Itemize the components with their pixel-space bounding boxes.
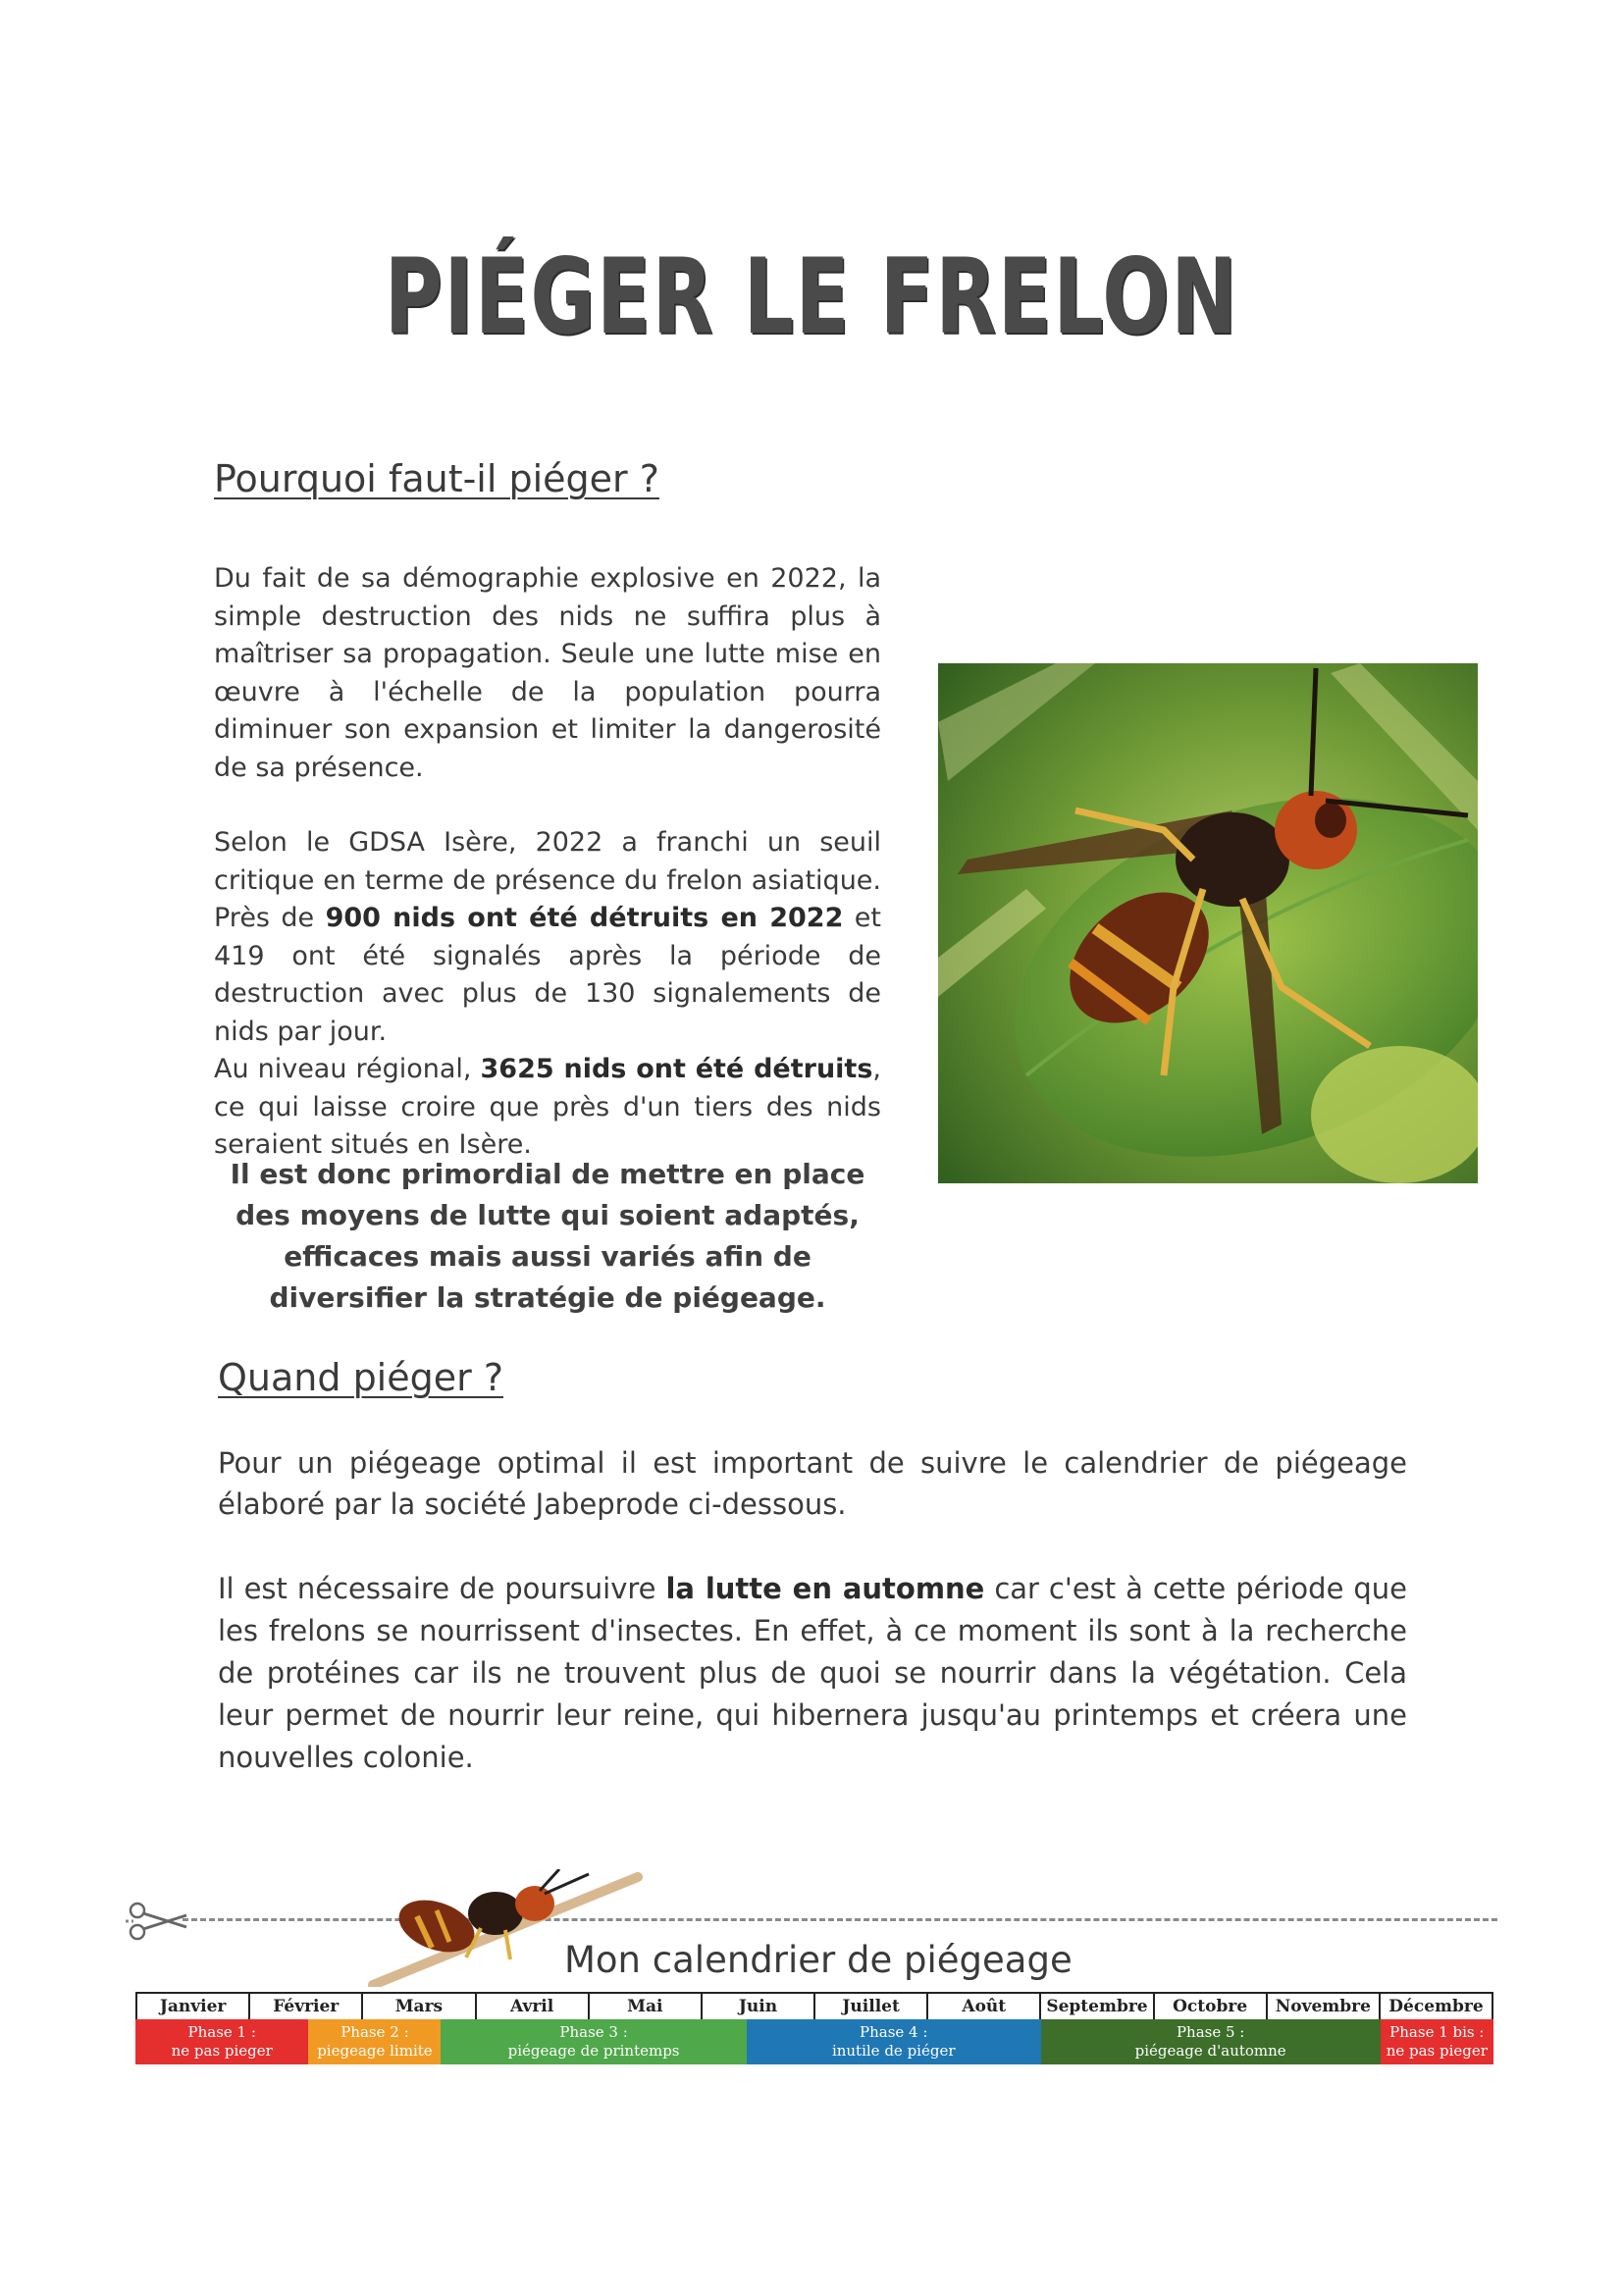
phase-description: piégeage d'automne [1134, 2042, 1286, 2060]
month-cell: Février [248, 1994, 361, 2019]
month-cell: Juillet [813, 1994, 926, 2019]
phase-bar [1041, 2019, 1381, 2064]
phase-label: Phase 4 : [860, 2023, 928, 2041]
phase-label: Phase 1 : [187, 2023, 256, 2041]
paragraph-demography: Du fait de sa démographie explosive en 2022, la simple destruction des nids ne suffira plus à maîtriser sa propagation. Seule une lutte mise en œuvre à l'échelle de la population pourra diminuer son expansion et limiter la dangerosité de sa présence. [214, 563, 881, 783]
phase-bar [308, 2019, 441, 2064]
month-cell: Mars [361, 1994, 474, 2019]
callout-line: Il est donc primordial de mettre en place [230, 1158, 865, 1190]
phase-label: Phase 2 : [340, 2023, 409, 2041]
section-heading-when: Quand piéger ? [218, 1356, 503, 1399]
highlight-3625-nests: 3625 nids ont été détruits [480, 1054, 873, 1084]
calendar-title: Mon calendrier de piégeage [564, 1939, 1073, 1981]
text-span: et 419 ont été signalés après la période de destruction avec plus de 130 signalements de nids par jour. [214, 903, 881, 1047]
hornet-photo-illustration [938, 663, 1478, 1183]
phase-bar [1381, 2019, 1493, 2064]
text-span: Selon le GDSA Isère, 2022 a franchi un seuil critique en terme de présence du frelon asiatique. Près de [214, 827, 881, 933]
callout-line: efficaces mais aussi variés afin de [284, 1240, 812, 1273]
text-span: , ce qui laisse croire que près d'un tiers des nids seraient situés en Isère. [214, 1054, 881, 1160]
phase-description: ne pas pieger [171, 2042, 273, 2060]
month-cell: Septembre [1039, 1994, 1152, 2019]
text-span: Au niveau régional, [214, 1054, 481, 1084]
phase-label: Phase 1 bis : [1389, 2023, 1485, 2041]
callout-conclusion [214, 1154, 881, 1319]
text-span: Il est nécessaire de poursuivre [218, 1572, 666, 1605]
month-cell: Octobre [1153, 1994, 1266, 2019]
phase-label: Phase 5 : [1176, 2023, 1245, 2041]
phase-label: Phase 3 : [559, 2023, 628, 2041]
scissors-icon [126, 1902, 200, 1941]
phase-bar [135, 2019, 308, 2064]
callout-line: diversifier la stratégie de piégeage. [269, 1281, 826, 1314]
callout-line: des moyens de lutte qui soient adaptés, [236, 1199, 860, 1231]
month-cell: Janvier [137, 1994, 248, 2019]
section-heading-why: Pourquoi faut-il piéger ? [214, 457, 659, 500]
phase-description: piégeage de printemps [507, 2042, 680, 2060]
hornet-photo [938, 663, 1478, 1183]
phase-bar [441, 2019, 746, 2064]
highlight-autumn-fight: la lutte en automne [665, 1572, 985, 1605]
month-cell: Avril [475, 1994, 588, 2019]
text-span: car c'est à cette période que les frelons se nourrissent d'insectes. En effet, à ce moment ils sont à la recherche de protéines car ils ne trouvent plus de quoi se nourrir dans la végétation. Cela leur permet de nourrir leur reine, qui hibernera jusqu'au printemps et créera une nouvelles colonie. [218, 1572, 1408, 1774]
phase-description: inutile de piéger [831, 2042, 956, 2060]
highlight-900-nests: 900 nids ont été détruits en 2022 [325, 903, 844, 933]
phase-description: piegeage limite [317, 2042, 433, 2060]
paragraph-calendar-intro: Pour un piégeage optimal il est important de suivre le calendrier de piégeage élaboré par la société Jabeprode ci-dessous. [218, 1446, 1407, 1521]
phase-bar [747, 2019, 1041, 2064]
month-cell: Novembre [1266, 1994, 1379, 2019]
month-cell: Juin [701, 1994, 813, 2019]
phase-description: ne pas pieger [1386, 2042, 1488, 2060]
month-cell: Mai [588, 1994, 701, 2019]
month-cell: Août [926, 1994, 1039, 2019]
page-title: PIÉGER LE FRELON [384, 236, 1239, 357]
calendar-months-row [135, 1992, 1493, 2019]
month-cell: Décembre [1379, 1994, 1492, 2019]
paragraph-gdsa-stats [214, 824, 881, 1165]
calendar-phases-row [135, 2019, 1493, 2066]
paragraph-autumn [218, 1568, 1407, 1779]
